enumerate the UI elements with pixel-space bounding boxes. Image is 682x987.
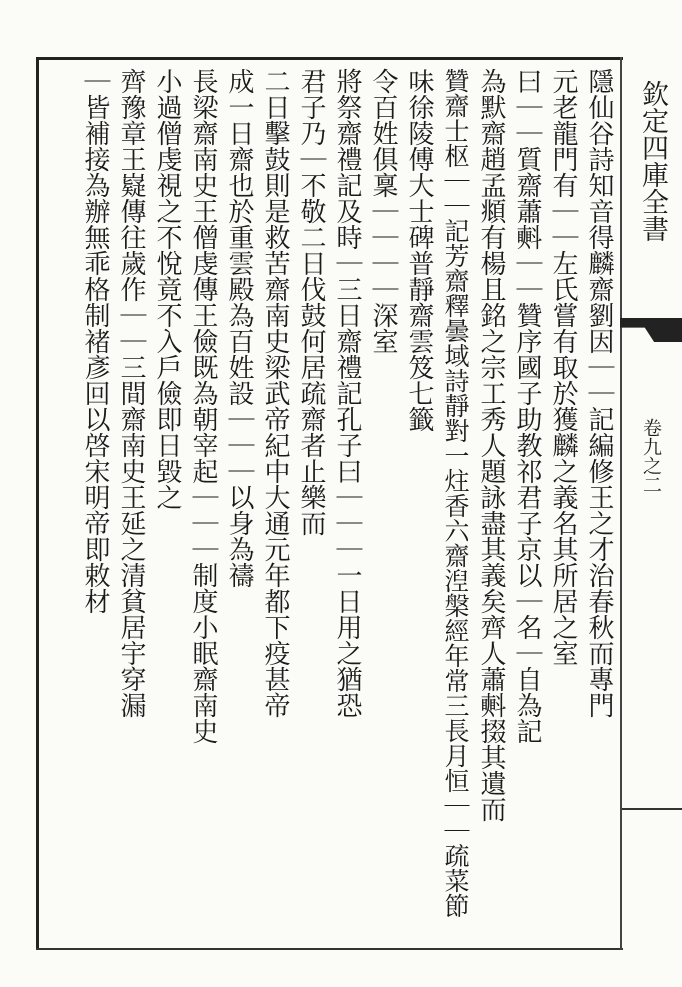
text-column-13: 小過僧虔視之不悅竟不入戶儉即日毀之 (152, 68, 182, 510)
text-column-1: 隱仙谷詩知音得麟齋劉因｜｜記編修王之才治春秋而專門 (584, 68, 614, 718)
text-column-9: 君子乃｜不敬二日伐鼓何居疏齋者止樂而 (296, 68, 326, 536)
fish-tail-line (622, 808, 682, 810)
text-column-3: 曰｜｜質齋蕭㪺｜｜贊序國子助教祁君子京以｜名｜自為記 (512, 68, 542, 744)
text-column-12: 長梁齋南史王僧虔傳王儉既為朝宰起｜｜｜制度小眠齋南史 (188, 68, 218, 744)
text-column-8: 將祭齋禮記及時｜三日齋禮記孔子曰｜｜｜一日用之猶恐 (332, 68, 362, 718)
frame-border-bottom (36, 948, 623, 950)
text-column-14: 齊豫章王嶷傳往歲作｜｜三間齋南史王延之清貧居宇穿漏 (116, 68, 146, 718)
text-column-11: 成一日齋也於重雲殿為百姓設｜｜｜以身為禱 (224, 68, 254, 588)
text-column-10: 二日擊鼓則是救苦齋南史梁武帝紀中大通元年都下疫甚帝 (260, 68, 290, 718)
text-column-15: ｜皆補接為辦無乖格制褚彥回以啓宋明帝即敕材 (80, 68, 110, 614)
text-column-7: 令百姓俱稟｜｜｜｜深室 (368, 68, 398, 354)
text-column-6: 味徐陵傅大士碑普靜齋雲笈七籤 (404, 68, 434, 432)
text-column-2: 元老龍門有｜｜左氏嘗有取於獲麟之義名其所居之室 (548, 68, 578, 666)
margin-volume: 卷九之二 (640, 418, 662, 494)
margin-title: 欽定四庫全書 (637, 80, 668, 242)
fish-tail-mark (620, 318, 682, 342)
text-column-4: 為默齋趙孟頫有楊且銘之宗工秀人題詠盡其義矣齊人蕭㪺掇其遺而 (476, 68, 506, 822)
frame-border-top (36, 57, 623, 60)
frame-border-left (36, 57, 39, 950)
text-column-5: 贊齋士枢｜｜記芳齋釋曇域詩靜對一炷香六齋湼槃經年常三長月恒｜｜疏菜節 (441, 68, 470, 918)
frame-border-right (620, 57, 622, 950)
